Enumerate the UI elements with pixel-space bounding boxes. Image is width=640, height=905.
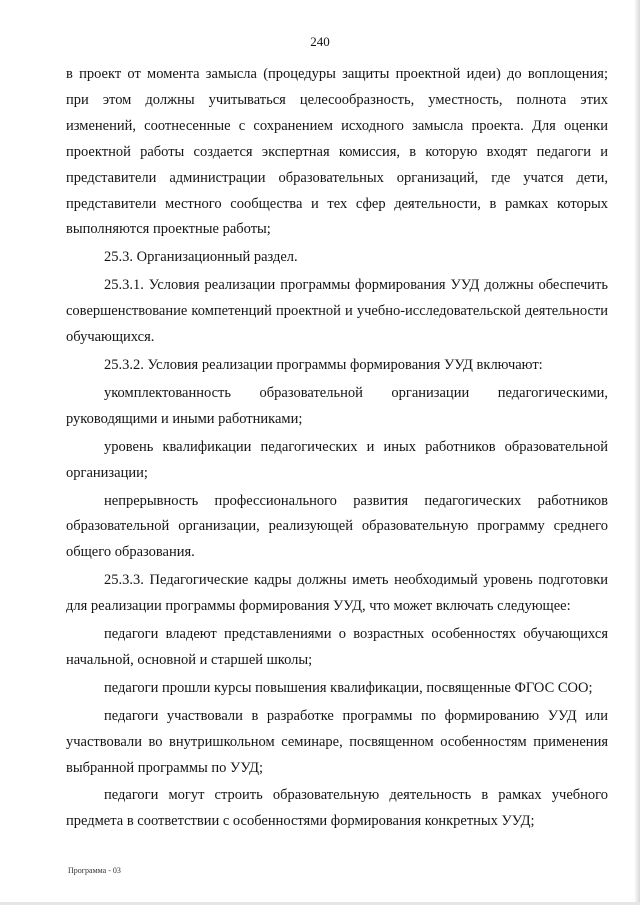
list-item-courses: педагоги прошли курсы повышения квалификации, посвященные ФГОС СОО; <box>104 679 593 696</box>
list-item-educational-activity: педагоги могут строить образовательную деятельность в рамках учебного предмета в соответствии с особенностями формирования конкретных УУД; <box>66 787 608 830</box>
list-item-professional-development: непрерывность профессионального развития педагогических работников образовательной организации, реализующей образовательную программу среднего общего образования. <box>66 492 608 561</box>
page-number: 240 <box>310 34 330 49</box>
paragraph-25-3-3: 25.3.3. Педагогические кадры должны иметь необходимый уровень подготовки для реализации программы формирования УУД, что может включать следующее: <box>66 572 608 615</box>
document-body <box>66 62 608 835</box>
paragraph-25-3-1: 25.3.1. Условия реализации программы формирования УУД должны обеспечить совершенствование компетенций проектной и учебно-исследовательской деятельности обучающихся. <box>66 277 608 346</box>
paragraph-25-3-2: 25.3.2. Условия реализации программы формирования УУД включают: <box>104 356 543 373</box>
list-item-program-development: педагоги участвовали в разработке программы по формированию УУД или участвовали во внутришкольном семинаре, посвященном особенностям применения выбранной программы по УУД; <box>66 707 608 776</box>
footer-label: Программа - 03 <box>68 866 121 875</box>
section-heading-organizational: 25.3. Организационный раздел. <box>104 249 298 266</box>
list-item-staffing: укомплектованность образовательной организации педагогическими, руководящими и иными работниками; <box>66 384 608 427</box>
list-item-age-features: педагоги владеют представлениями о возрастных особенностях обучающихся начальной, основной и старшей школы; <box>66 626 608 668</box>
list-item-qualification: уровень квалификации педагогических и иных работников образовательной организации; <box>66 438 608 481</box>
scan-edge-shadow <box>634 0 640 905</box>
paragraph-project-evaluation: в проект от момента замысла (процедуры защиты проектной идеи) до воплощения; при этом должны учитываться целесообразность, уместность, полнота этих изменений, соотнесенные с сохранением исходного замысла проекта. Для оценки проектной работы создается экспертная комиссия, в которую входят педагоги и представители администрации образовательных организаций, где учатся дети, представители местного сообщества и тех сфер деятельности, в рамках которых выполняются проектные работы; <box>66 66 608 238</box>
